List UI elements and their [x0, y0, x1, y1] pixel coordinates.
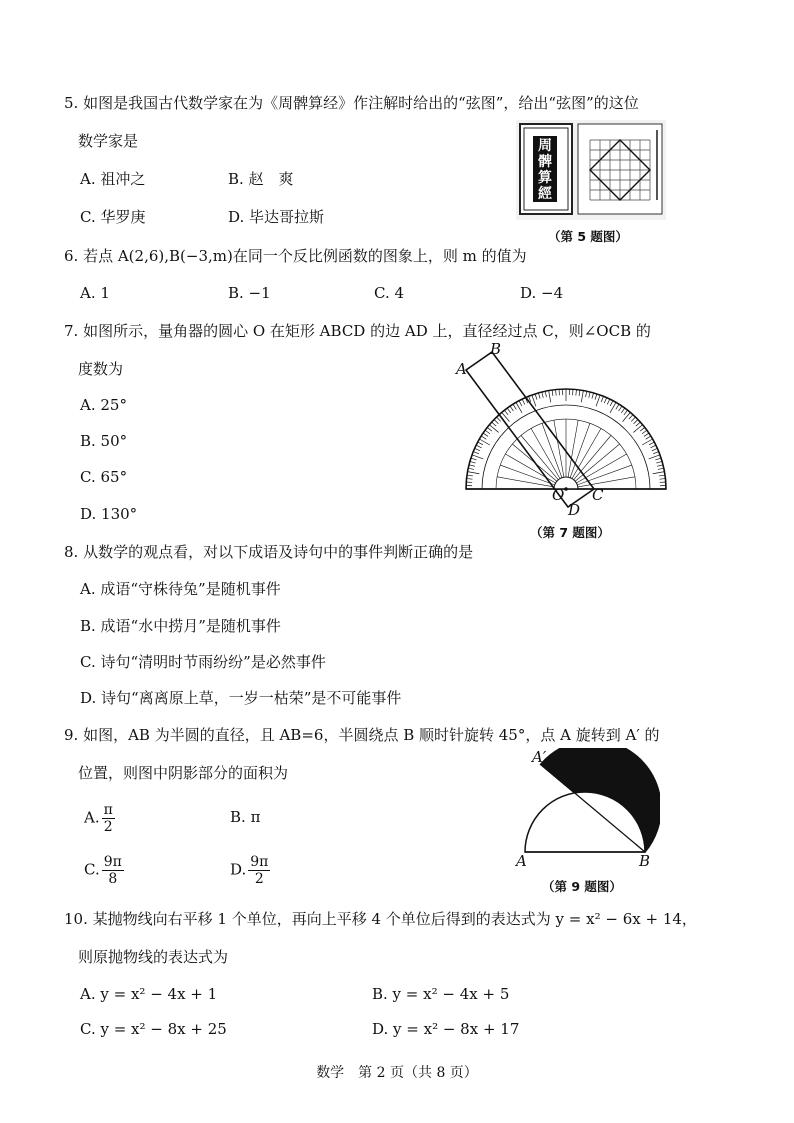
- q5-stem-line2: 数学家是: [78, 132, 139, 150]
- q6-option-b: B. −1: [228, 284, 271, 302]
- q6-stem: 6. 若点 A(2,6),B(−3,m)在同一个反比例函数的图象上，则 m 的值为: [64, 247, 527, 265]
- q9-label-a: A: [516, 852, 527, 870]
- q9-option-c-denominator: 8: [108, 871, 118, 887]
- q5-option-b: B. 赵 爽: [228, 170, 294, 188]
- q10-option-d: D. y = x² − 8x + 17: [372, 1020, 520, 1038]
- q8-option-b: B. 成语“水中捞月”是随机事件: [80, 617, 281, 635]
- page-footer: 数学 第 2 页（共 8 页）: [316, 1065, 478, 1081]
- q7-label-c: C: [592, 486, 604, 504]
- q9-option-a-denominator: 2: [103, 819, 113, 835]
- q5-option-d: D. 毕达哥拉斯: [228, 208, 325, 226]
- q9-label-b: B: [639, 852, 651, 870]
- q7-label-b: B: [490, 340, 502, 358]
- q7-option-d: D. 130°: [80, 505, 138, 523]
- q7-label-d: D: [568, 501, 581, 519]
- q9-figure-caption: （第 9 题图）: [542, 879, 622, 894]
- q7-option-a: A. 25°: [80, 396, 127, 414]
- q9-option-d: D. $\frac{9\pi}{2}$: [230, 854, 269, 887]
- q6-option-d: D. −4: [520, 284, 564, 302]
- q8-option-d: D. 诗句“离离原上草，一岁一枯荣”是不可能事件: [80, 689, 402, 707]
- q9-option-a-numerator: π: [103, 802, 113, 818]
- q8-option-c: C. 诗句“清明时节雨纷纷”是必然事件: [80, 653, 326, 671]
- q10-option-c: C. y = x² − 8x + 25: [80, 1020, 227, 1038]
- q7-stem-line1: 7. 如图所示，量角器的圆心 O 在矩形 ABCD 的边 AD 上，直径经过点 C，则∠OCB 的: [64, 322, 651, 340]
- q5-figure-zhoubi-book: [516, 120, 666, 220]
- q8-stem: 8. 从数学的观点看，对以下成语及诗句中的事件判断正确的是: [64, 543, 474, 561]
- q8-option-a: A. 成语“守株待兔”是随机事件: [80, 580, 281, 598]
- q10-option-a: A. y = x² − 4x + 1: [80, 985, 218, 1003]
- q5-option-a: A. 祖冲之: [80, 170, 146, 188]
- q7-option-c: C. 65°: [80, 468, 128, 486]
- q7-option-b: B. 50°: [80, 432, 128, 450]
- q9-figure-rotated-semicircle: [510, 748, 660, 868]
- q10-option-b: B. y = x² − 4x + 5: [372, 985, 510, 1003]
- q10-stem-line1: 10. 某抛物线向右平移 1 个单位，再向上平移 4 个单位后得到的表达式为 y = x² − 6x + 14，: [64, 910, 697, 928]
- q5-book-title: 周髀算經: [538, 138, 552, 202]
- q7-figure-caption: （第 7 题图）: [530, 525, 610, 540]
- q9-stem-line1: 9. 如图，AB 为半圆的直径，且 AB=6，半圆绕点 B 顺时针旋转 45°，点 A 旋转到 A′ 的: [64, 726, 660, 744]
- q7-figure-protractor: [446, 338, 676, 518]
- q7-label-a: A: [456, 360, 467, 378]
- q9-option-b: B. π: [230, 808, 261, 826]
- q7-label-o: O: [552, 486, 565, 504]
- q9-option-c: C. $\frac{9\pi}{8}$: [84, 854, 122, 887]
- q6-option-c: C. 4: [374, 284, 405, 302]
- q9-option-a: A. $\frac{\pi}{2}$: [84, 802, 113, 835]
- q5-stem-line1: 5. 如图是我国古代数学家在为《周髀算经》作注解时给出的“弦图”，给出“弦图”的这位: [64, 94, 639, 112]
- q9-label-a-prime: A′: [532, 748, 547, 766]
- q9-option-d-numerator: 9π: [250, 854, 269, 870]
- q9-stem-line2: 位置，则图中阴影部分的面积为: [78, 764, 289, 782]
- q6-option-a: A. 1: [80, 284, 110, 302]
- q9-option-c-numerator: 9π: [103, 854, 122, 870]
- q10-stem-line2: 则原抛物线的表达式为: [78, 948, 229, 966]
- q5-option-c: C. 华罗庚: [80, 208, 146, 226]
- q5-figure-caption: （第 5 题图）: [548, 229, 628, 244]
- q9-option-d-denominator: 2: [254, 871, 264, 887]
- q7-stem-line2: 度数为: [78, 360, 124, 378]
